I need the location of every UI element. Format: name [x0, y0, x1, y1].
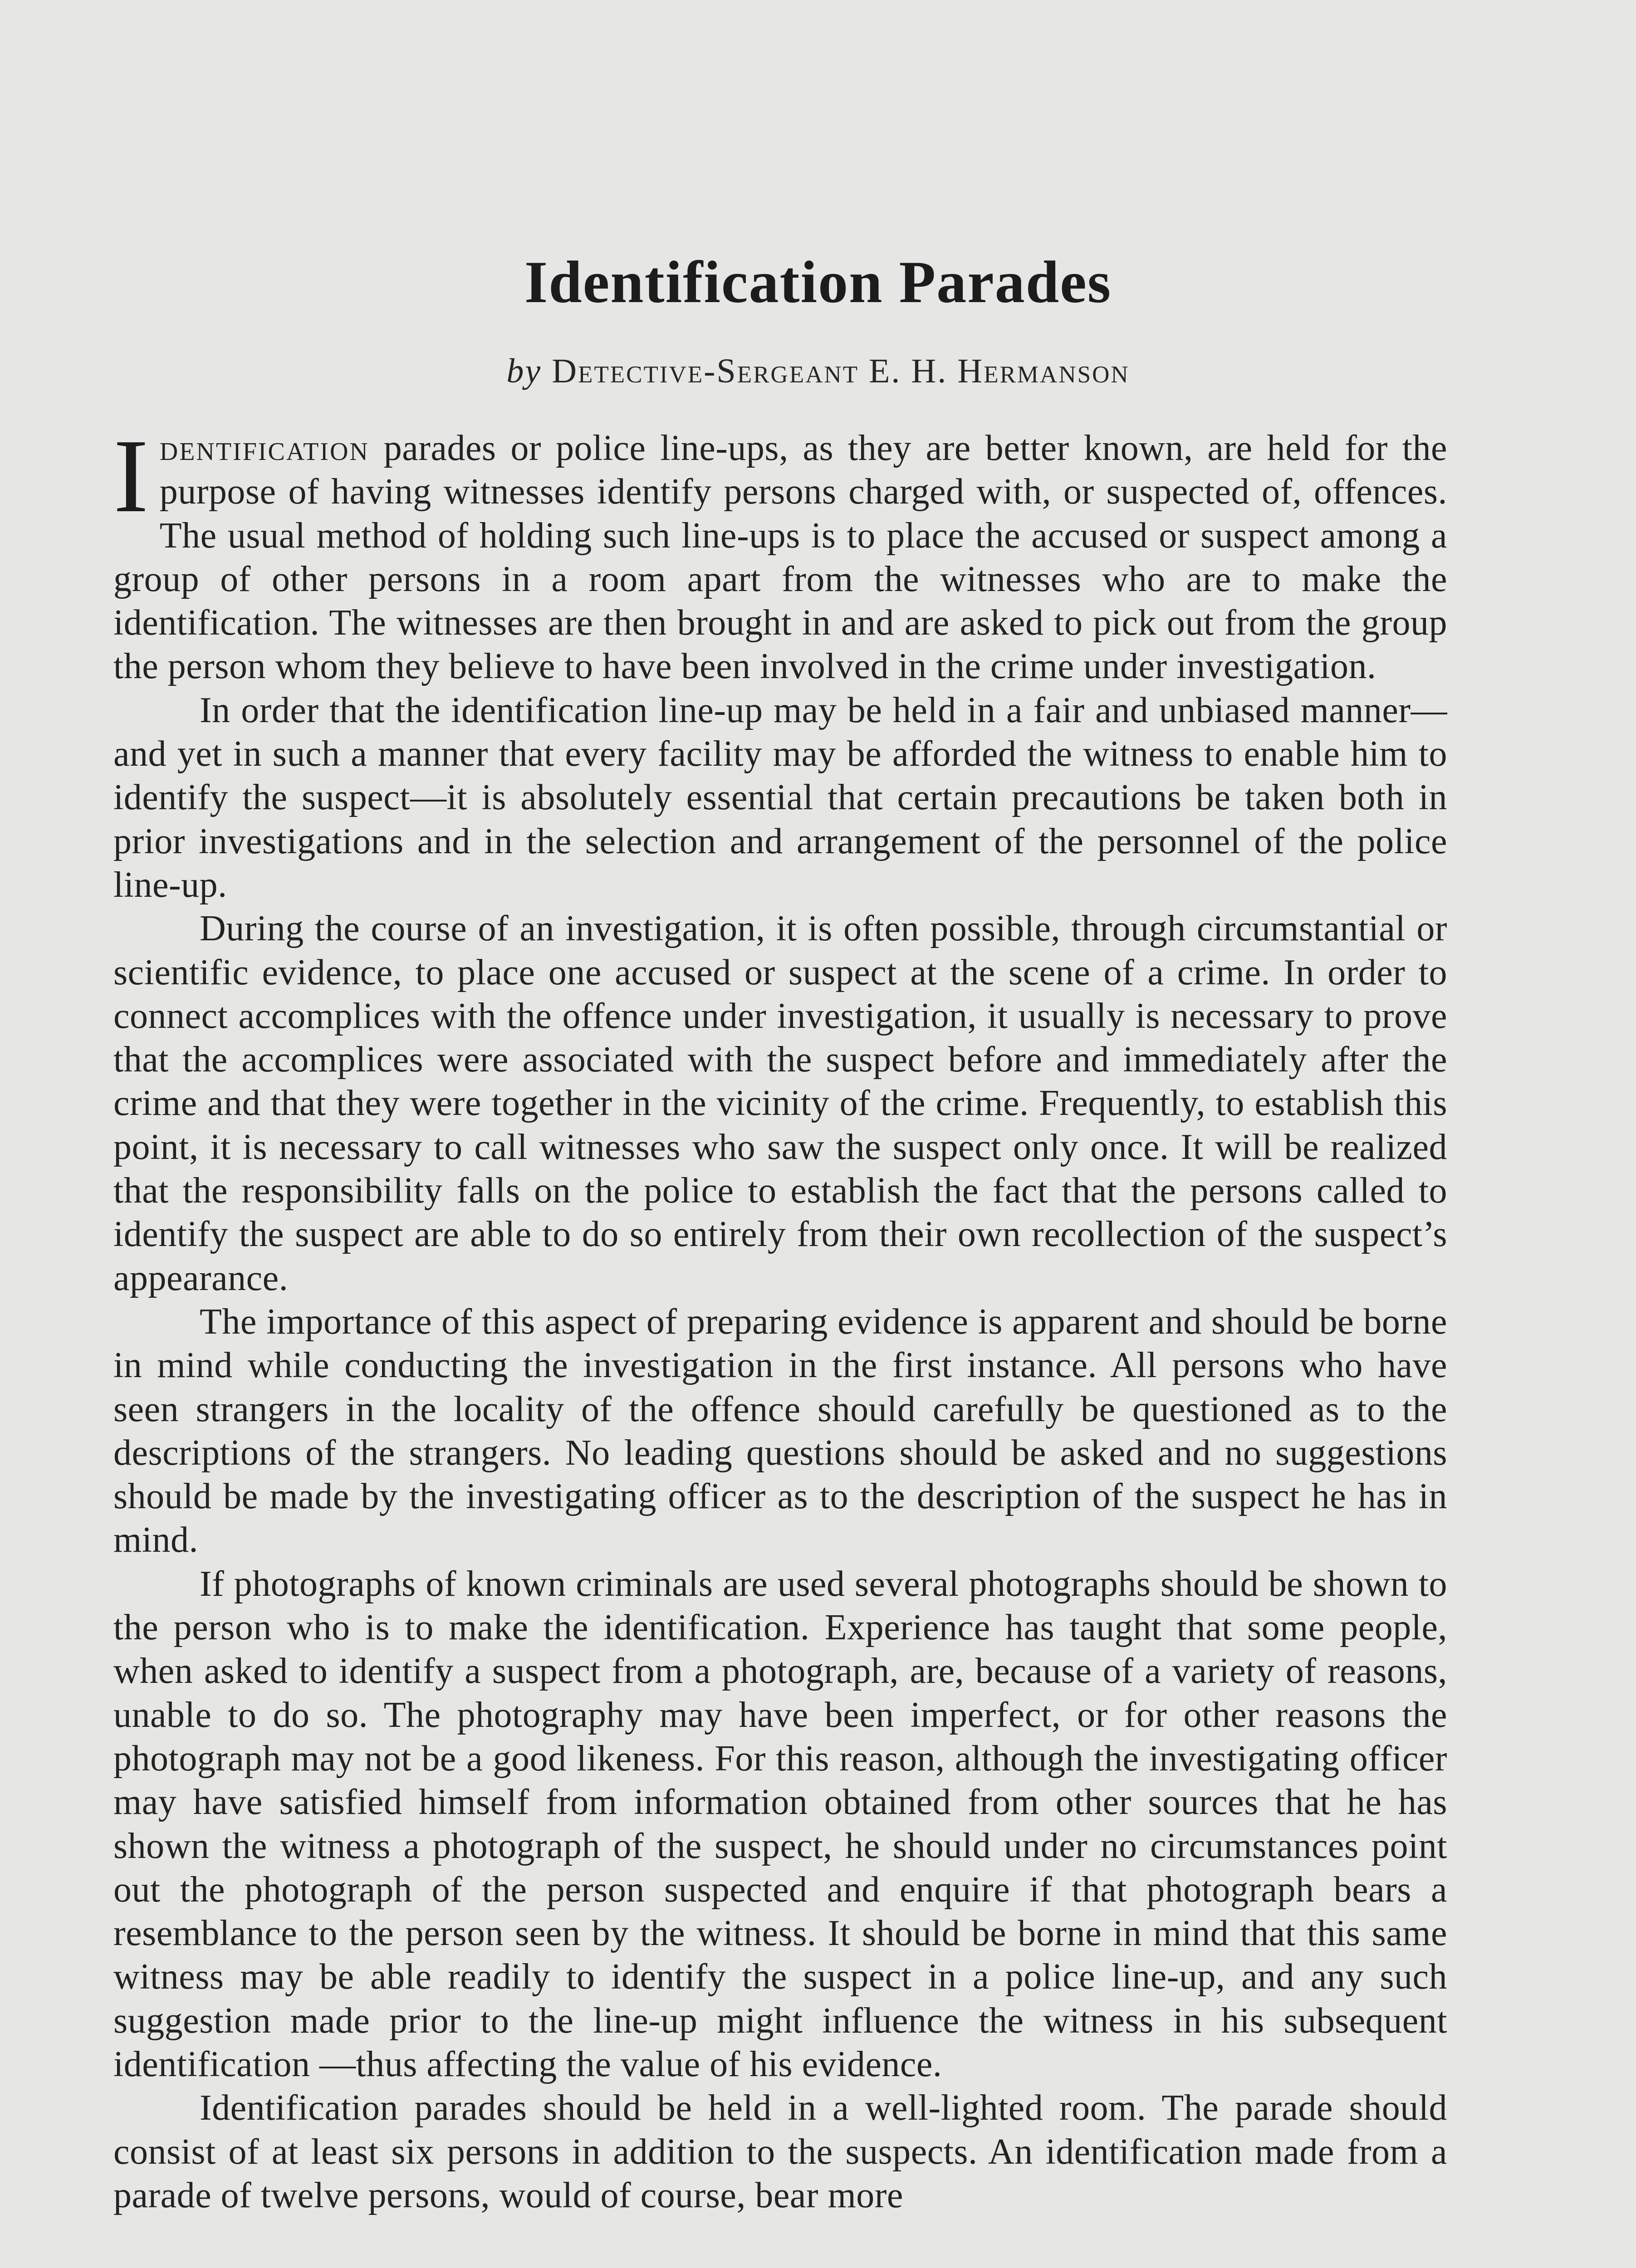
paragraph-1: [113, 418, 1447, 689]
article-title: Identification Parades: [524, 249, 1112, 315]
paragraph-1-text: parades or police line-ups, as they are better known, are held for the purpose of having witnesses identify persons charged with, or suspected of, offences. The usual method of holding such line-ups is to place the accused or suspect among a group of other persons in a room apart from the witnesses who are to make the identification. The witnesses are then brought in and are asked to pick out from the group the person whom they believe to have been involved in the crime under investigation.: [113, 428, 1447, 687]
author-name: Detective-Sergeant E. H. Hermanson: [552, 352, 1130, 390]
paragraph-2: In order that the identification line-up may be held in a fair and unbiased manner—and yet in such a manner that every facility may be afforded the witness to enable him to identify the suspect—it is absolutely essential that certain precautions be taken both in prior investigations and in the selection and arrangement of the personnel of the police line-up.: [113, 690, 1447, 905]
drop-cap: I: [113, 418, 149, 534]
paragraph-1-lead: dentification: [159, 428, 369, 468]
byline: [0, 352, 1636, 391]
byline-prefix: by: [506, 352, 542, 390]
paragraph-4: The importance of this aspect of preparing evidence is apparent and should be borne in mind while conducting the investigation in the first instance. All persons who have seen strangers in the locality of the offence should carefully be questioned as to the descriptions of the strangers. No leading questions should be asked and no suggestions should be made by the investigating officer as to the description of the suspect he has in mind.: [113, 1301, 1447, 1560]
paragraph-3: During the course of an investigation, it is often possible, through circumstantial or scientific evidence, to place one accused or suspect at the scene of a crime. In order to connect accomplices with the offence under investigation, it usually is necessary to prove that the accomplices were associated with the suspect before and immediately after the crime and that they were together in the vicinity of the crime. Frequently, to establish this point, it is necessary to call witnesses who saw the suspect only once. It will be realized that the responsibility falls on the police to establish the fact that the persons called to identify the suspect are able to do so entirely from their own recollection of the suspect’s appearance.: [113, 909, 1447, 1298]
paragraph-5: If photographs of known criminals are used several photographs should be shown to the person who is to make the identification. Experience has taught that some people, when asked to identify a suspect from a photograph, are, because of a variety of reasons, unable to do so. The photography may have been imperfect, or for other reasons the photograph may not be a good likeness. For this reason, although the investigating officer may have satisfied himself from information obtained from other sources that he has shown the witness a photograph of the suspect, he should under no circumstances point out the photograph of the person suspected and enquire if that photograph bears a resemblance to the person seen by the witness. It should be borne in mind that this same witness may be able readily to identify the suspect in a police line-up, and any such suggestion made prior to the line-up might influence the witness in his subsequent identification —thus affecting the value of his evidence.: [113, 1564, 1447, 2084]
paragraph-6: Identification parades should be held in a well-lighted room. The parade should consist of at least six persons in addition to the suspects. An identification made from a parade of twelve persons, would of course, bear more: [113, 2088, 1447, 2215]
article-body: [113, 418, 1447, 2217]
